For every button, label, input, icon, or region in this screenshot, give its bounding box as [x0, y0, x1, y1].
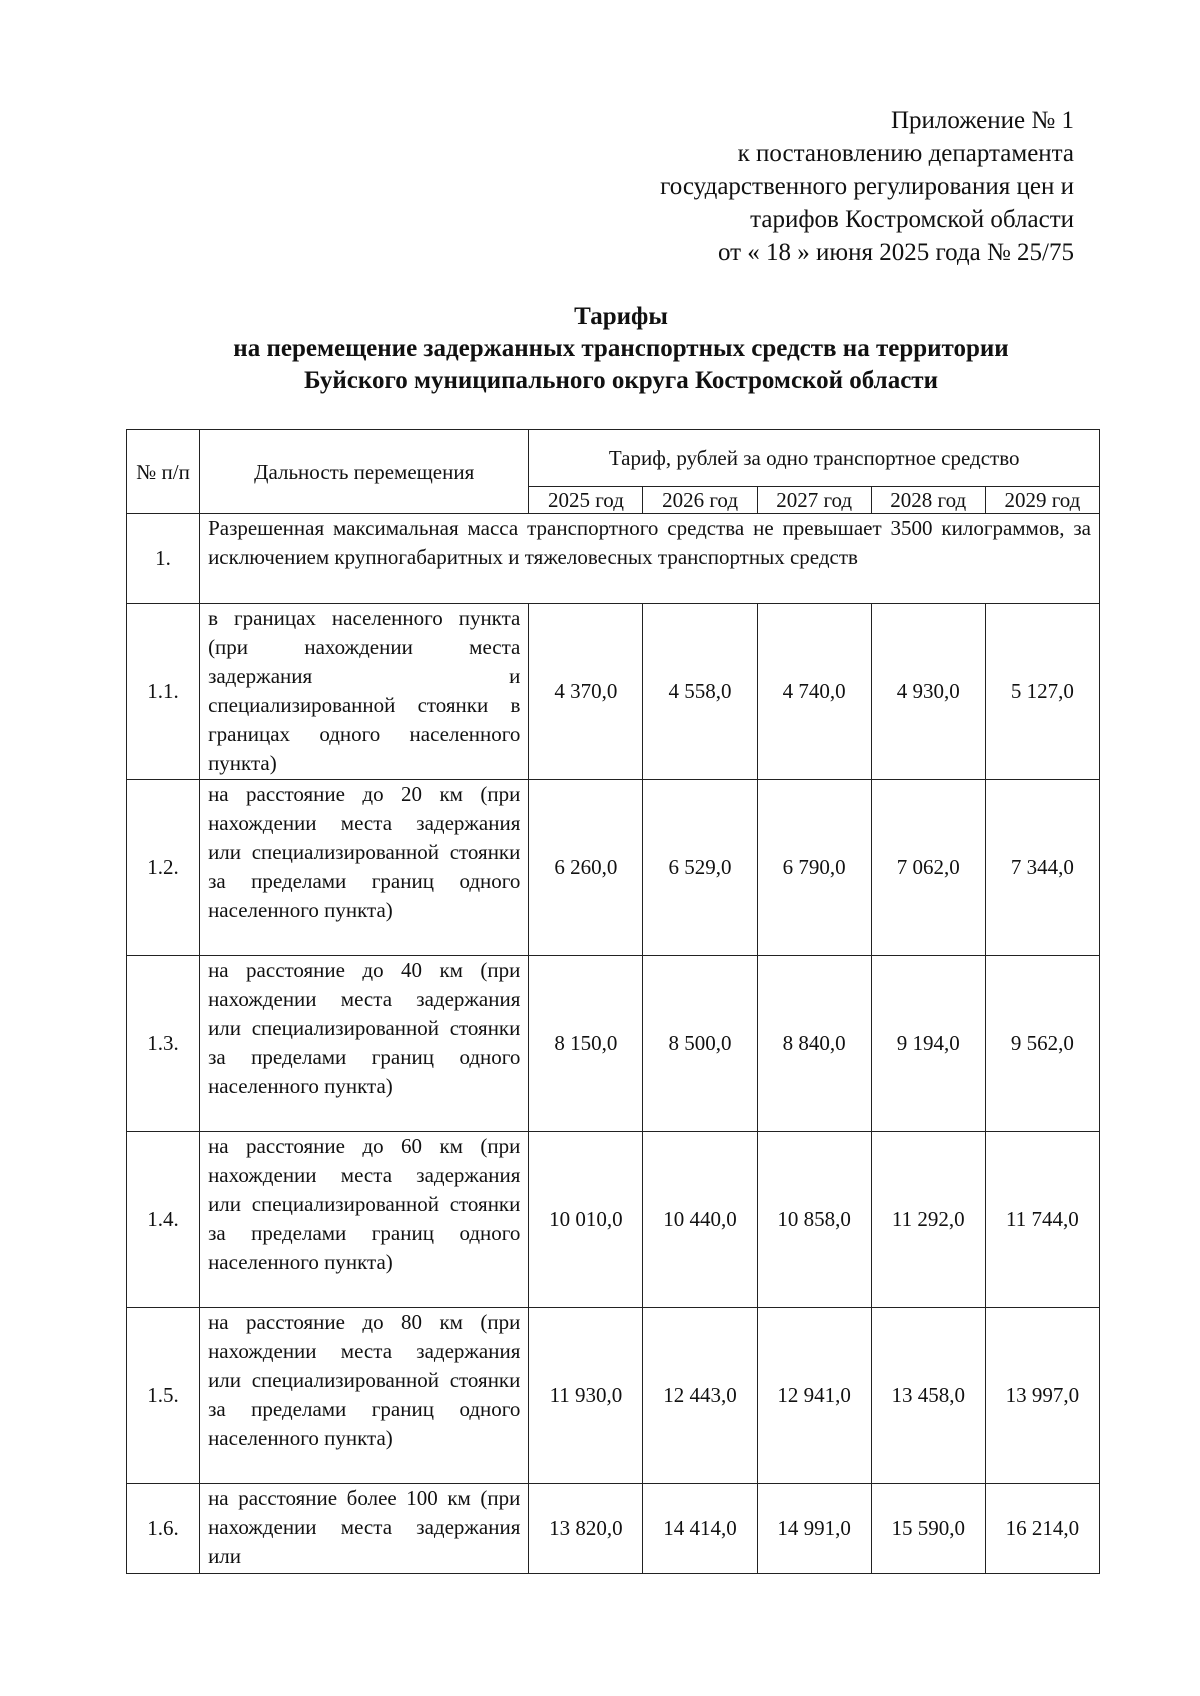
table-row	[127, 956, 1100, 1132]
table-row	[127, 1308, 1100, 1484]
tariff-value: 8 840,0	[757, 956, 871, 1132]
tariff-value: 4 558,0	[643, 604, 757, 780]
header-year: 2026 год	[643, 487, 757, 514]
row-description: на расстояние до 20 км (при нахождении места задержания или специализированной стоянки за пределами границ одного населенного пункта)	[200, 780, 529, 956]
tariff-value: 9 194,0	[871, 956, 985, 1132]
appendix-line: Приложение № 1	[890, 107, 1074, 134]
title-line: Буйского муниципального округа Костромской области	[304, 367, 938, 394]
tariff-value: 14 991,0	[757, 1484, 871, 1574]
tariff-value: 10 010,0	[529, 1132, 643, 1308]
tariff-value: 11 744,0	[985, 1132, 1099, 1308]
appendix-line: тарифов Костромской области	[750, 206, 1074, 233]
header-tariff: Тариф, рублей за одно транспортное средство	[529, 430, 1100, 487]
appendix-line: к постановлению департамента	[737, 140, 1074, 167]
tariff-value: 6 529,0	[643, 780, 757, 956]
title-line: Тарифы	[574, 303, 668, 330]
row-description: на расстояние до 60 км (при нахождении места задержания или специализированной стоянки за пределами границ одного населенного пункта)	[200, 1132, 529, 1308]
appendix-note	[514, 104, 1074, 269]
table-row	[127, 780, 1100, 956]
table-row	[127, 604, 1100, 780]
tariff-value: 12 941,0	[757, 1308, 871, 1484]
tariff-value: 15 590,0	[871, 1484, 985, 1574]
table-row-section	[127, 514, 1100, 604]
row-number: 1.5.	[127, 1308, 200, 1484]
tariff-value: 13 458,0	[871, 1308, 985, 1484]
tariff-value: 7 344,0	[985, 780, 1099, 956]
tariff-value: 7 062,0	[871, 780, 985, 956]
row-number: 1.4.	[127, 1132, 200, 1308]
header-year: 2027 год	[757, 487, 871, 514]
tariff-value: 11 292,0	[871, 1132, 985, 1308]
tariff-value: 10 858,0	[757, 1132, 871, 1308]
row-description: на расстояние более 100 км (при нахождении места задержания или	[200, 1484, 529, 1574]
header-year: 2029 год	[985, 487, 1099, 514]
appendix-line: государственного регулирования цен и	[660, 173, 1074, 200]
header-year: 2028 год	[871, 487, 985, 514]
row-number: 1.2.	[127, 780, 200, 956]
tariff-table	[126, 429, 1100, 1574]
tariff-value: 13 820,0	[529, 1484, 643, 1574]
row-description: на расстояние до 40 км (при нахождении места задержания или специализированной стоянки за пределами границ одного населенного пункта)	[200, 956, 529, 1132]
row-number: 1.3.	[127, 956, 200, 1132]
tariff-value: 16 214,0	[985, 1484, 1099, 1574]
tariff-value: 4 740,0	[757, 604, 871, 780]
tariff-value: 4 370,0	[529, 604, 643, 780]
row-number: 1.	[127, 514, 200, 604]
tariff-value: 8 500,0	[643, 956, 757, 1132]
header-year: 2025 год	[529, 487, 643, 514]
tariff-value: 14 414,0	[643, 1484, 757, 1574]
tariff-value: 4 930,0	[871, 604, 985, 780]
tariff-value: 6 790,0	[757, 780, 871, 956]
section-description: Разрешенная максимальная масса транспортного средства не превышает 3500 килограммов, за исключением крупногабаритных и тяжеловесных транспортных средств	[200, 514, 1100, 604]
tariff-value: 11 930,0	[529, 1308, 643, 1484]
document-title	[126, 301, 1116, 397]
appendix-line: от « 18 » июня 2025 года № 25/75	[717, 239, 1074, 266]
header-distance: Дальность перемещения	[200, 430, 529, 514]
tariff-value: 13 997,0	[985, 1308, 1099, 1484]
tariff-value: 8 150,0	[529, 956, 643, 1132]
row-description: на расстояние до 80 км (при нахождении места задержания или специализированной стоянки за пределами границ одного населенного пункта)	[200, 1308, 529, 1484]
tariff-value: 5 127,0	[985, 604, 1099, 780]
row-number: 1.6.	[127, 1484, 200, 1574]
header-num: № п/п	[127, 430, 200, 514]
table-row	[127, 1484, 1100, 1574]
row-number: 1.1.	[127, 604, 200, 780]
title-line: на перемещение задержанных транспортных средств на территории	[233, 335, 1009, 362]
tariff-value: 9 562,0	[985, 956, 1099, 1132]
table-row	[127, 1132, 1100, 1308]
tariff-value: 12 443,0	[643, 1308, 757, 1484]
tariff-value: 6 260,0	[529, 780, 643, 956]
row-description: в границах населенного пункта (при нахождении места задержания и специализированной стоянки в границах одного населенного пункта)	[200, 604, 529, 780]
tariff-value: 10 440,0	[643, 1132, 757, 1308]
